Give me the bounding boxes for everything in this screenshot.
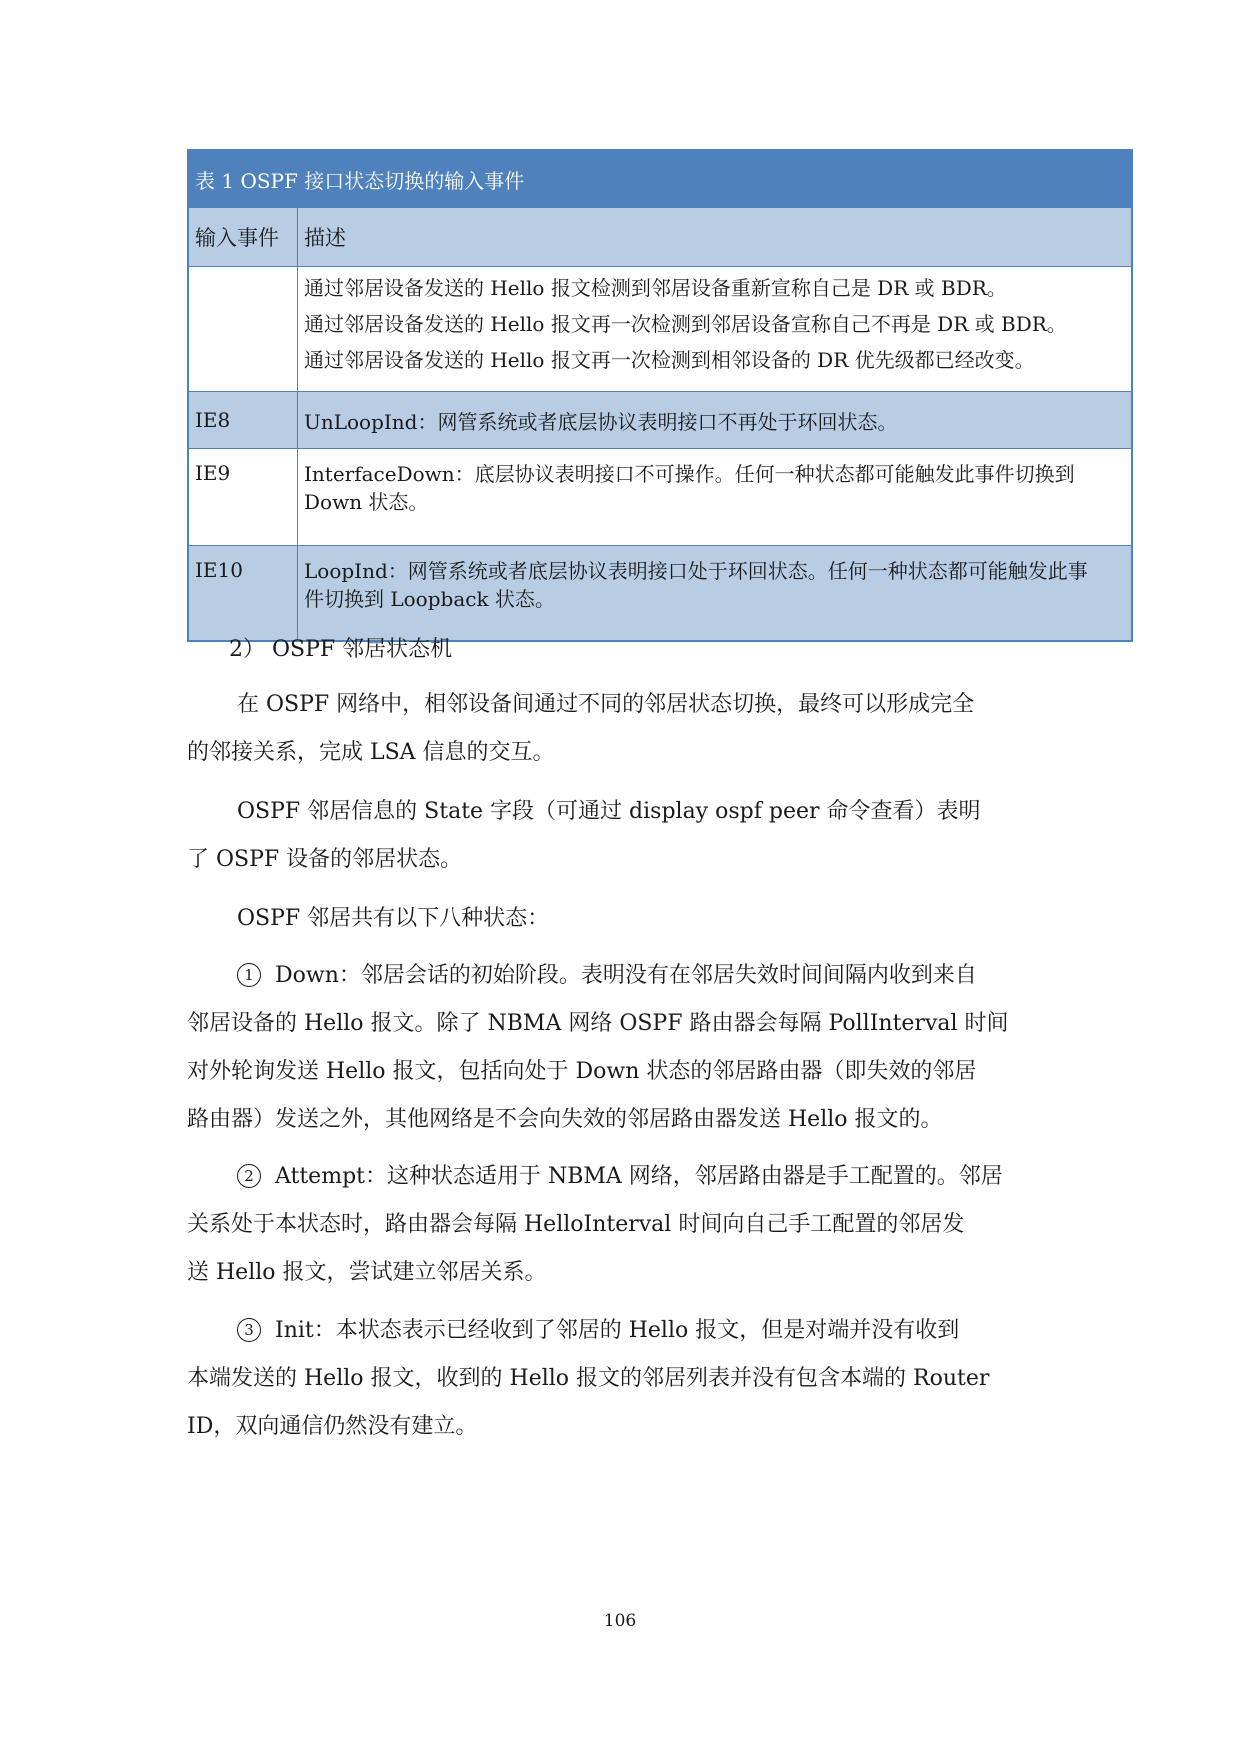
paragraph-line: Init：本状态表示已经收到了邻居的 Hello 报文，但是对端并没有收到 (275, 1318, 960, 1343)
table-row (188, 546, 1132, 642)
paragraph-line: 的邻接关系，完成 LSA 信息的交互。 (187, 740, 555, 765)
circled-number-marker: 1 (237, 963, 261, 987)
paragraph-line: Attempt：这种状态适用于 NBMA 网络，邻居路由器是手工配置的。邻居 (275, 1164, 1003, 1189)
event-cell (188, 267, 298, 392)
description-line: 通过邻居设备发送的 Hello 报文再一次检测到邻居设备宣称自己不再是 DR 或 BDR。 (304, 312, 1067, 336)
paragraph-line: 关系处于本状态时，路由器会每隔 HelloInterval 时间向自己手工配置的邻居发 (187, 1212, 965, 1237)
description-line: 通过邻居设备发送的 Hello 报文检测到邻居设备重新宣称自己是 DR 或 BDR。 (304, 276, 1007, 300)
page-number: 106 (603, 1611, 637, 1631)
section-subheading: 2） OSPF 邻居状态机 (229, 637, 453, 662)
ospf-input-events-table (187, 149, 1133, 642)
header-description: 描述 (298, 208, 1133, 267)
event-cell: IE9 (188, 449, 298, 546)
event-cell: IE10 (188, 546, 298, 642)
table-row (188, 449, 1132, 546)
state-item-init (237, 1313, 959, 1344)
state-item-down (237, 958, 977, 989)
description-line: Down 状态。 (304, 490, 429, 514)
description-cell (298, 546, 1133, 642)
paragraph-line: 本端发送的 Hello 报文，收到的 Hello 报文的邻居列表并没有包含本端的 Router (187, 1366, 990, 1391)
state-item-attempt (237, 1159, 1003, 1190)
description-cell (298, 449, 1133, 546)
description-cell (298, 392, 1133, 449)
description-line: LoopInd：网管系统或者底层协议表明接口处于环回状态。任何一种状态都可能触发此事 (304, 559, 1088, 583)
paragraph-line: 了 OSPF 设备的邻居状态。 (187, 847, 463, 872)
circled-number-marker: 3 (237, 1318, 261, 1342)
table-header-row (188, 208, 1132, 267)
paragraph-line: ID，双向通信仍然没有建立。 (187, 1414, 478, 1439)
paragraph-line: 送 Hello 报文，尝试建立邻居关系。 (187, 1260, 547, 1285)
table-row (188, 392, 1132, 449)
table-caption-row (188, 150, 1132, 208)
description-cell (298, 267, 1133, 392)
table-row (188, 267, 1132, 392)
paragraph-line: 路由器）发送之外，其他网络是不会向失效的邻居路由器发送 Hello 报文的。 (187, 1107, 943, 1132)
paragraph-line: 对外轮询发送 Hello 报文，包括向处于 Down 状态的邻居路由器（即失效的邻居 (187, 1059, 977, 1084)
paragraph-line: OSPF 邻居共有以下八种状态： (237, 906, 550, 931)
table-caption: 表 1 OSPF 接口状态切换的输入事件 (188, 150, 1132, 208)
description-line: InterfaceDown：底层协议表明接口不可操作。任何一种状态都可能触发此事件切换到 (304, 462, 1075, 486)
header-event: 输入事件 (188, 208, 298, 267)
description-line: 通过邻居设备发送的 Hello 报文再一次检测到相邻设备的 DR 优先级都已经改变。 (304, 348, 1035, 372)
description-line: 件切换到 Loopback 状态。 (304, 587, 555, 611)
description-line: UnLoopInd：网管系统或者底层协议表明接口不再处于环回状态。 (304, 409, 898, 434)
paragraph-line: Down：邻居会话的初始阶段。表明没有在邻居失效时间间隔内收到来自 (275, 963, 977, 988)
paragraph-line: 邻居设备的 Hello 报文。除了 NBMA 网络 OSPF 路由器会每隔 PollInterval 时间 (187, 1011, 1009, 1036)
event-cell: IE8 (188, 392, 298, 449)
circled-number-marker: 2 (237, 1164, 261, 1188)
paragraph-line: OSPF 邻居信息的 State 字段（可通过 display ospf peer 命令查看）表明 (237, 799, 981, 824)
paragraph-line: 在 OSPF 网络中，相邻设备间通过不同的邻居状态切换，最终可以形成完全 (237, 692, 975, 717)
